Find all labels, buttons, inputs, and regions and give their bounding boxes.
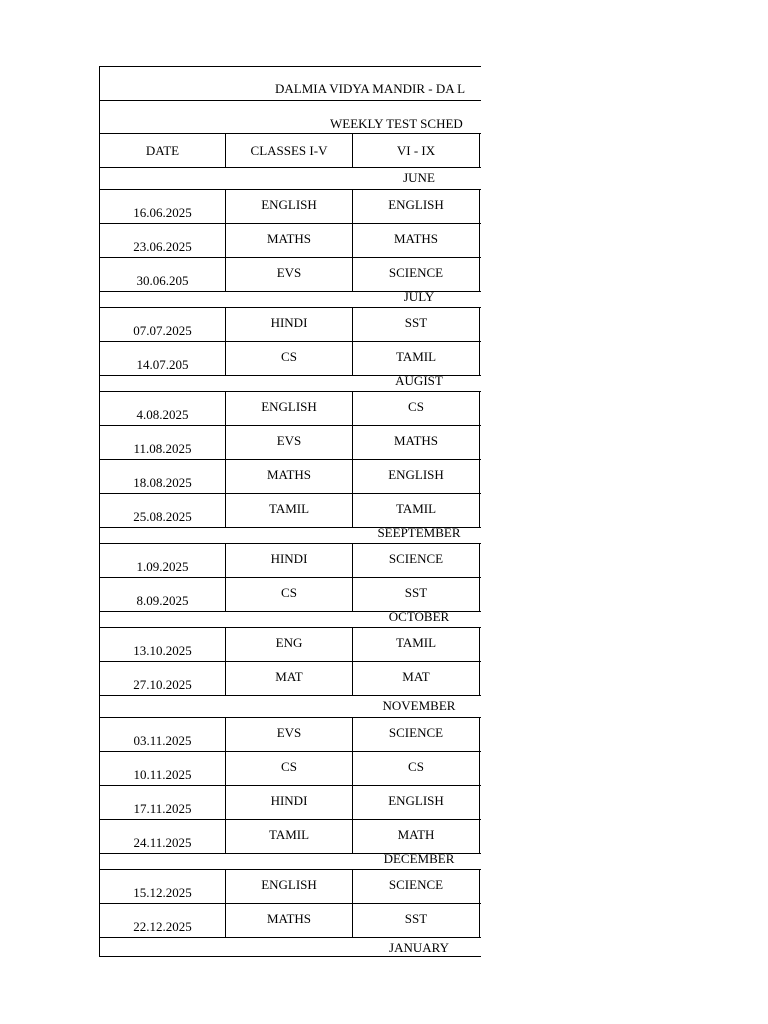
subject-cell-6-9: TAMIL — [353, 494, 480, 527]
subject-cell-6-9: SST — [353, 308, 480, 341]
date-cell: 03.11.2025 — [100, 718, 226, 751]
subject-cell-1-5: HINDI — [226, 786, 353, 819]
subject-cell-6-9: SCIENCE — [353, 544, 480, 577]
month-row-august — [100, 373, 481, 392]
subject-cell-1-5: EVS — [226, 426, 353, 459]
date-cell: 10.11.2025 — [100, 752, 226, 785]
subject-cell-6-9: TAMIL — [353, 342, 480, 375]
table-row — [100, 426, 481, 460]
subject-cell-1-5: MATHS — [226, 224, 353, 257]
table-header — [100, 134, 481, 168]
date-cell: 17.11.2025 — [100, 786, 226, 819]
subject-cell-1-5: ENGLISH — [226, 190, 353, 223]
subject-cell-6-9: CS — [353, 392, 480, 425]
date-cell: 16.06.2025 — [100, 190, 226, 223]
table-row — [100, 820, 481, 854]
table-row — [100, 578, 481, 612]
subject-cell-1-5: MATHS — [226, 460, 353, 493]
date-cell: 22.12.2025 — [100, 904, 226, 937]
table-row — [100, 752, 481, 786]
date-cell: 8.09.2025 — [100, 578, 226, 611]
table-row — [100, 904, 481, 938]
table-row — [100, 224, 481, 258]
table-row — [100, 628, 481, 662]
subject-cell-1-5: ENGLISH — [226, 392, 353, 425]
subject-cell-6-9: ENGLISH — [353, 786, 480, 819]
table-row — [100, 460, 481, 494]
subject-cell-1-5: MATHS — [226, 904, 353, 937]
date-cell: 25.08.2025 — [100, 494, 226, 527]
month-label: OCTOBER — [388, 609, 450, 624]
subject-cell-6-9: SCIENCE — [353, 718, 480, 751]
subject-cell-1-5: TAMIL — [226, 494, 353, 527]
date-cell: 23.06.2025 — [100, 224, 226, 257]
date-cell: 30.06.205 — [100, 258, 226, 291]
date-cell: 13.10.2025 — [100, 628, 226, 661]
date-cell: 4.08.2025 — [100, 392, 226, 425]
header-classes-6-9: VI - IX — [353, 134, 480, 167]
table-row — [100, 870, 481, 904]
subject-cell-6-9: SST — [353, 904, 480, 937]
subject-cell-1-5: CS — [226, 752, 353, 785]
table-row — [100, 258, 481, 292]
month-label: JUNE — [403, 170, 435, 185]
schedule-sheet — [99, 66, 481, 957]
table-row — [100, 544, 481, 578]
date-cell: 07.07.2025 — [100, 308, 226, 341]
month-row-july — [100, 289, 481, 308]
header-date: DATE — [100, 134, 226, 167]
table-row — [100, 342, 481, 376]
schedule-subtitle: WEEKLY TEST SCHED — [330, 116, 463, 131]
subject-cell-1-5: CS — [226, 342, 353, 375]
subject-cell-1-5: EVS — [226, 718, 353, 751]
subject-cell-1-5: HINDI — [226, 308, 353, 341]
date-cell: 18.08.2025 — [100, 460, 226, 493]
date-cell: 1.09.2025 — [100, 544, 226, 577]
schedule-subtitle-row — [100, 101, 481, 134]
table-row — [100, 494, 481, 528]
table-row — [100, 662, 481, 696]
month-row-november — [100, 696, 481, 718]
month-label: DECEMBER — [383, 851, 455, 866]
month-label: JULY — [403, 289, 435, 304]
subject-cell-6-9: SCIENCE — [353, 258, 480, 291]
school-title: DALMIA VIDYA MANDIR - DA L — [275, 81, 466, 96]
subject-cell-1-5: ENGLISH — [226, 870, 353, 903]
date-cell: 27.10.2025 — [100, 662, 226, 695]
subject-cell-6-9: ENGLISH — [353, 460, 480, 493]
subject-cell-6-9: MATH — [353, 820, 480, 853]
subject-cell-1-5: ENG — [226, 628, 353, 661]
month-row-october — [100, 609, 481, 628]
subject-cell-1-5: TAMIL — [226, 820, 353, 853]
subject-cell-6-9: MAT — [353, 662, 480, 695]
date-cell: 14.07.205 — [100, 342, 226, 375]
date-cell: 15.12.2025 — [100, 870, 226, 903]
month-row-january — [100, 938, 481, 957]
table-row — [100, 786, 481, 820]
subject-cell-6-9: CS — [353, 752, 480, 785]
subject-cell-6-9: MATHS — [353, 224, 480, 257]
month-row-june — [100, 168, 481, 190]
date-cell: 11.08.2025 — [100, 426, 226, 459]
subject-cell-1-5: HINDI — [226, 544, 353, 577]
month-label: JANUARY — [389, 940, 449, 955]
subject-cell-1-5: EVS — [226, 258, 353, 291]
table-row — [100, 190, 481, 224]
month-row-december — [100, 851, 481, 870]
month-label: NOVEMBER — [382, 698, 456, 713]
table-row — [100, 392, 481, 426]
header-classes-1-5: CLASSES I-V — [226, 134, 353, 167]
subject-cell-1-5: MAT — [226, 662, 353, 695]
month-label: SEEPTEMBER — [377, 525, 461, 540]
month-row-september — [100, 525, 481, 544]
date-cell: 24.11.2025 — [100, 820, 226, 853]
subject-cell-6-9: SST — [353, 578, 480, 611]
subject-cell-6-9: ENGLISH — [353, 190, 480, 223]
table-row — [100, 718, 481, 752]
subject-cell-6-9: MATHS — [353, 426, 480, 459]
table-row — [100, 308, 481, 342]
month-label: AUGIST — [395, 373, 443, 388]
school-title-row — [100, 67, 481, 101]
subject-cell-1-5: CS — [226, 578, 353, 611]
subject-cell-6-9: SCIENCE — [353, 870, 480, 903]
subject-cell-6-9: TAMIL — [353, 628, 480, 661]
